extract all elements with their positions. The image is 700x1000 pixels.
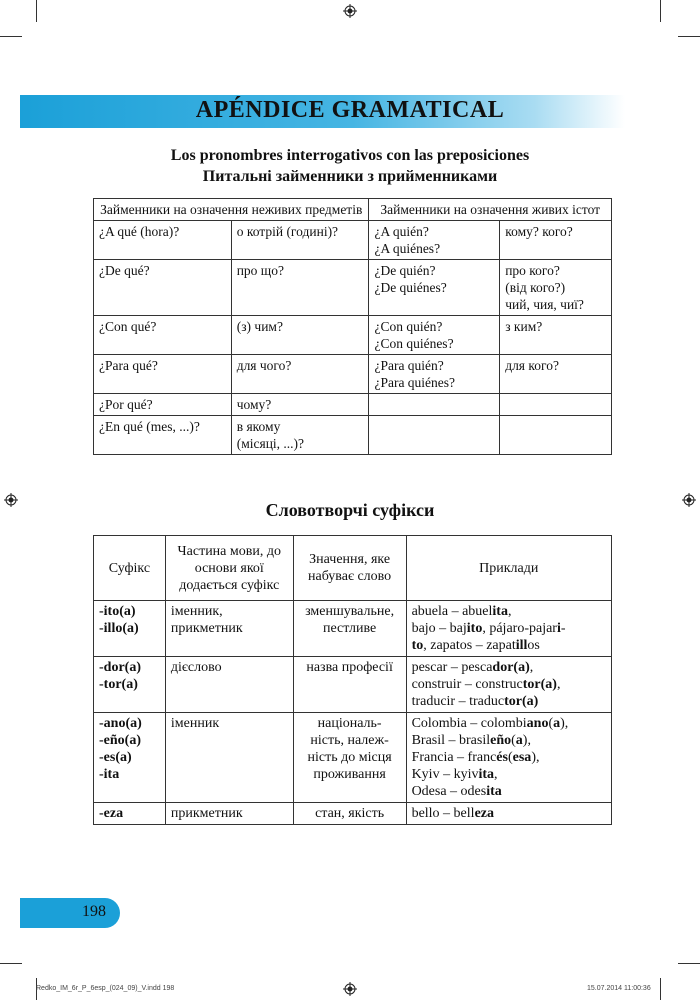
- crop-mark: [660, 978, 661, 1000]
- part-of-speech-cell: [165, 713, 293, 803]
- example-text: pescar – pesca: [411, 660, 493, 675]
- table-cell-line: ¿De quién?: [374, 263, 436, 278]
- table-cell-line: (місяці, ...)?: [236, 436, 305, 451]
- table-cell-line: про що?: [236, 263, 284, 278]
- suffix-cell: [94, 601, 166, 657]
- table-cell: [231, 416, 369, 455]
- table-cell: [500, 260, 612, 316]
- meaning-cell: [293, 601, 406, 657]
- suffix-highlight: és: [496, 750, 508, 765]
- suffix-cell-line: -ano(a): [99, 716, 142, 731]
- table-row: [94, 713, 612, 803]
- example-line: [412, 620, 606, 637]
- crop-mark: [36, 0, 37, 22]
- example-text: traducir – traduc: [411, 694, 505, 709]
- suffix-highlight: a: [515, 733, 523, 748]
- footer-file-info: Redko_IM_6r_P_6esp_(024_09)_V.indd 198: [36, 985, 175, 992]
- example-line: [412, 637, 606, 654]
- table-row: [94, 260, 612, 316]
- table-cell: [369, 316, 500, 355]
- suffix-highlight: ito: [466, 621, 483, 636]
- table-cell: [94, 416, 232, 455]
- example-line: [412, 766, 606, 783]
- part-of-speech-cell-line: прикметник: [170, 621, 243, 636]
- part-of-speech-cell-line: іменник: [170, 716, 220, 731]
- examples-cell: [406, 601, 611, 657]
- example-text: (: [507, 750, 513, 765]
- suffix-cell-line: -tor(a): [99, 677, 138, 692]
- example-text: -: [560, 621, 566, 636]
- example-line: [412, 783, 606, 800]
- suffix-cell: [94, 803, 166, 825]
- meaning-cell-line: проживання: [313, 767, 386, 782]
- example-line: [412, 659, 606, 676]
- example-text: bello – bell: [411, 806, 475, 821]
- table-cell-line: ¿Con qué?: [99, 319, 157, 334]
- table-cell: [369, 260, 500, 316]
- table-cell-line: для кого?: [505, 358, 559, 373]
- suffixes-table: [93, 535, 612, 825]
- suffix-cell: [94, 657, 166, 713]
- meaning-cell: [293, 713, 406, 803]
- table-cell-line: ¿A quién?: [374, 224, 429, 239]
- examples-cell: [406, 803, 611, 825]
- meaning-cell: [293, 803, 406, 825]
- table-cell: [369, 355, 500, 394]
- table-cell: [500, 394, 612, 416]
- example-text: ,: [494, 767, 498, 782]
- table-cell: [231, 316, 369, 355]
- table-header-suffix: Суфікс: [94, 536, 166, 601]
- table-cell: [94, 316, 232, 355]
- meaning-cell-line: національ-: [317, 716, 382, 731]
- example-text: Colombia – colombi: [411, 716, 527, 731]
- example-text: (: [511, 733, 516, 748]
- table-cell-line: ¿Para qué?: [99, 358, 158, 373]
- suffix-cell-line: -es(a): [99, 750, 132, 765]
- part-of-speech-cell: [165, 803, 293, 825]
- table-row: [94, 803, 612, 825]
- table-cell: [369, 394, 500, 416]
- suffix-cell-line: -eza: [99, 806, 124, 821]
- crop-mark: [678, 36, 700, 37]
- table-cell-line: чий, чия, чиї?: [505, 297, 584, 312]
- table-cell: [94, 260, 232, 316]
- example-text: Kyiv – kyiv: [411, 767, 479, 782]
- crop-mark: [0, 36, 22, 37]
- example-text: construir – construc: [411, 677, 523, 692]
- table-cell-line: ¿Con quién?: [374, 319, 443, 334]
- example-text: , pájaro-pajar: [482, 621, 557, 636]
- example-text: Brasil – brasil: [411, 733, 491, 748]
- table-cell-line: з ким?: [505, 319, 543, 334]
- table-cell-line: ¿De qué?: [99, 263, 150, 278]
- table-cell-line: ¿Por qué?: [99, 397, 153, 412]
- table-header-meaning: Значення, яке набуває слово: [293, 536, 406, 601]
- example-text: , zapatos – zapat: [423, 638, 516, 653]
- example-line: [412, 732, 606, 749]
- table-row: [94, 394, 612, 416]
- suffix-highlight: ano: [526, 716, 549, 731]
- suffix-highlight: ita: [486, 784, 502, 799]
- table-cell-line: ¿A quiénes?: [374, 241, 441, 256]
- meaning-cell: [293, 657, 406, 713]
- example-text: (: [548, 716, 554, 731]
- suffix-cell-line: -ito(a): [99, 604, 136, 619]
- part-of-speech-cell-line: дієслово: [170, 660, 222, 675]
- example-line: [412, 749, 606, 766]
- example-text: os: [527, 638, 540, 653]
- example-line: [412, 715, 606, 732]
- page-title: APÉNDICE GRAMATICAL: [195, 97, 505, 123]
- example-text: ,: [556, 677, 561, 692]
- table-cell: [231, 260, 369, 316]
- example-text: abuela – abuel: [411, 604, 493, 619]
- meaning-cell-line: ність до місця: [307, 750, 392, 765]
- meaning-cell-line: пестливе: [322, 621, 377, 636]
- suffix-highlight: ita: [478, 767, 495, 782]
- meaning-cell-line: ність, належ-: [310, 733, 389, 748]
- part-of-speech-cell-line: прикметник: [170, 806, 243, 821]
- table-cell: [500, 416, 612, 455]
- registration-mark-icon: [343, 982, 357, 996]
- example-line: [412, 693, 606, 710]
- table-row: [94, 355, 612, 394]
- section-title-suffixes: Словотворчі суфікси: [265, 500, 435, 520]
- table-cell-line: ¿Para quiénes?: [374, 375, 456, 390]
- table-header-inanimate: Займенники на означення неживих предметів: [94, 199, 369, 221]
- suffix-highlight: esa: [512, 750, 532, 765]
- crop-mark: [0, 963, 22, 964]
- suffix-highlight: a: [553, 716, 561, 731]
- table-cell-line: о котрій (годині)?: [236, 224, 339, 239]
- table-row: [94, 221, 612, 260]
- example-text: ),: [522, 733, 531, 748]
- example-line: [412, 603, 606, 620]
- table-cell-line: про кого?: [505, 263, 560, 278]
- subtitle-spanish: Los pronombres interrogativos con las preposiciones: [170, 147, 530, 164]
- suffix-cell-line: -eño(a): [99, 733, 141, 748]
- example-text: ,: [507, 604, 512, 619]
- suffix-highlight: tor(a): [522, 677, 557, 692]
- suffix-cell-line: -dor(a): [99, 660, 141, 675]
- table-cell: [231, 221, 369, 260]
- part-of-speech-cell-line: іменник,: [170, 604, 223, 619]
- table-cell-line: кому? кого?: [505, 224, 573, 239]
- suffix-cell: [94, 713, 166, 803]
- table-cell: [369, 221, 500, 260]
- suffix-highlight: eño: [490, 733, 512, 748]
- table-row: [94, 657, 612, 713]
- example-text: ),: [531, 750, 540, 765]
- suffix-highlight: ita: [492, 604, 508, 619]
- table-cell-line: (від кого?): [505, 280, 566, 295]
- table-row: [94, 316, 612, 355]
- table-cell-line: для чого?: [236, 358, 292, 373]
- example-text: Francia – franc: [411, 750, 497, 765]
- example-line: [412, 676, 606, 693]
- suffix-cell-line: -ita: [99, 767, 120, 782]
- example-text: Odesa – odes: [411, 784, 487, 799]
- page-number: 198: [82, 903, 106, 920]
- footer-date: 15.07.2014 11:00:36: [587, 985, 651, 992]
- table-cell-line: чому?: [236, 397, 272, 412]
- table-cell-line: ¿Con quiénes?: [374, 336, 454, 351]
- table-cell-line: в якому: [236, 419, 281, 434]
- suffix-highlight: to: [411, 638, 424, 653]
- interrogative-pronouns-table: [93, 198, 612, 455]
- suffix-highlight: i: [556, 621, 561, 636]
- crop-mark: [678, 963, 700, 964]
- part-of-speech-cell: [165, 601, 293, 657]
- table-cell-line: ¿De quiénes?: [374, 280, 447, 295]
- table-cell: [500, 355, 612, 394]
- example-text: bajo – baj: [411, 621, 467, 636]
- table-header-part-of-speech: Частина мови, до основи якої додається суфікс: [165, 536, 293, 601]
- example-line: [412, 805, 606, 822]
- examples-cell: [406, 657, 611, 713]
- example-text: ,: [529, 660, 534, 675]
- suffix-cell-line: -illo(a): [99, 621, 139, 636]
- suffix-highlight: dor(a): [492, 660, 530, 675]
- table-cell: [500, 316, 612, 355]
- table-cell: [94, 221, 232, 260]
- crop-mark: [660, 0, 661, 22]
- table-cell: [500, 221, 612, 260]
- table-cell: [369, 416, 500, 455]
- suffix-highlight: ill: [515, 638, 528, 653]
- suffix-highlight: tor(a): [504, 694, 539, 709]
- meaning-cell-line: стан, якість: [315, 806, 385, 821]
- table-cell: [94, 355, 232, 394]
- meaning-cell-line: назва професії: [306, 660, 393, 675]
- example-text: ),: [560, 716, 569, 731]
- table-header-examples: Приклади: [406, 536, 611, 601]
- table-header-animate: Займенники на означення живих істот: [369, 199, 612, 221]
- table-cell: [231, 355, 369, 394]
- table-cell-line: ¿A qué (hora)?: [99, 224, 180, 239]
- suffix-highlight: eza: [474, 806, 494, 821]
- part-of-speech-cell: [165, 657, 293, 713]
- table-row: [94, 601, 612, 657]
- table-cell: [231, 394, 369, 416]
- table-cell-line: (з) чим?: [236, 319, 283, 334]
- table-cell: [94, 394, 232, 416]
- table-row: [94, 416, 612, 455]
- table-cell-line: ¿Para quién?: [374, 358, 444, 373]
- subtitle-ukrainian: Питальні займенники з прийменниками: [202, 168, 498, 185]
- examples-cell: [406, 713, 611, 803]
- table-cell-line: ¿En qué (mes, ...)?: [99, 419, 200, 434]
- registration-mark-icon: [343, 4, 357, 18]
- meaning-cell-line: зменшувальне,: [305, 604, 395, 619]
